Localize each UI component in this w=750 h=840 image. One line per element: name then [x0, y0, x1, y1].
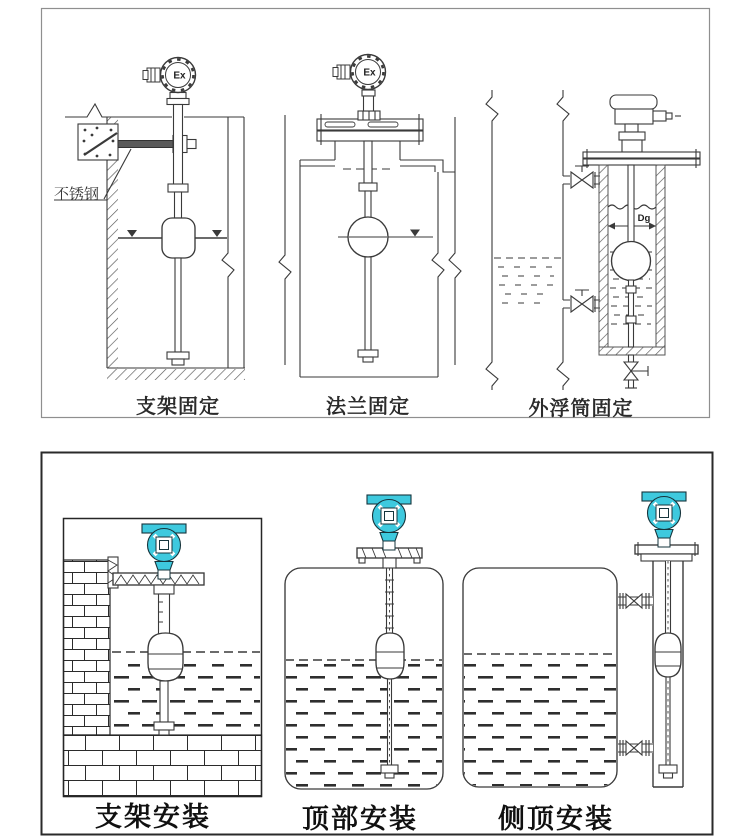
diagram-bracket-install [64, 519, 262, 797]
diagram-side-top-install [463, 492, 698, 787]
liquid [285, 661, 443, 789]
liquid [112, 658, 260, 732]
stem-end-weight [358, 350, 378, 357]
float [162, 218, 195, 258]
tank-wall-break-lines [222, 117, 244, 368]
left-break-line [279, 115, 291, 365]
diagram-external-chamber-fixed [486, 90, 700, 390]
diagram-flange-fixed [279, 55, 461, 378]
lower-connection-valve [618, 740, 653, 756]
level-symbol [410, 230, 420, 237]
ground-hatching [107, 369, 245, 380]
upper-isolation-valve [563, 166, 600, 188]
stem-end-weight [381, 765, 398, 773]
brick-wall [64, 560, 111, 735]
diagram-top-install [285, 495, 443, 789]
chamber-float [612, 242, 651, 281]
caption-flange-fixed: 法兰固定 [326, 396, 410, 418]
caption-bracket-install: 支架安装 [95, 802, 211, 832]
tank-roof [300, 141, 455, 172]
right-break-line [449, 117, 461, 365]
ex-marking: Ex [363, 67, 376, 79]
diameter-label: Dg [637, 213, 651, 224]
bracket-arm [118, 141, 173, 148]
vessel-wall-left [486, 90, 498, 390]
chamber-bottom [599, 347, 665, 355]
chamber-transmitter-head [610, 95, 681, 152]
upper-connection-valve [618, 593, 653, 609]
ex-marking: Ex [173, 70, 186, 82]
drain-valve [624, 355, 648, 388]
vessel-wall-right [557, 90, 569, 390]
caption-external-chamber-fixed: 外浮筒固定 [528, 398, 634, 420]
caption-side-top-install: 侧顶安装 [498, 804, 614, 834]
liquid [463, 655, 617, 787]
tank-walls [300, 160, 444, 377]
chamber-wall-right [656, 165, 665, 347]
stem-end-weight [659, 765, 677, 773]
stem-end-weight [167, 352, 189, 359]
caption-bracket-fixed: 支架固定 [136, 396, 220, 418]
top-panel-fixing-methods [42, 9, 710, 418]
caption-top-install: 顶部安装 [302, 804, 418, 834]
mounting-plate [78, 124, 118, 160]
diagram-bracket-fixed [54, 58, 245, 381]
lower-isolation-valve [563, 290, 600, 312]
stem-end-weight [154, 722, 174, 730]
float [148, 633, 183, 681]
sensor-stem [174, 105, 183, 185]
mounting-flange [317, 111, 423, 145]
stainless-steel-label: 不锈钢 [54, 186, 100, 203]
sensor-stem [159, 594, 170, 634]
float [655, 633, 681, 677]
bottom-panel-installation-methods [42, 453, 713, 835]
sensor-stem [364, 141, 372, 183]
brick-floor [64, 735, 262, 797]
float [376, 633, 404, 679]
chamber-wall-left [599, 165, 608, 347]
